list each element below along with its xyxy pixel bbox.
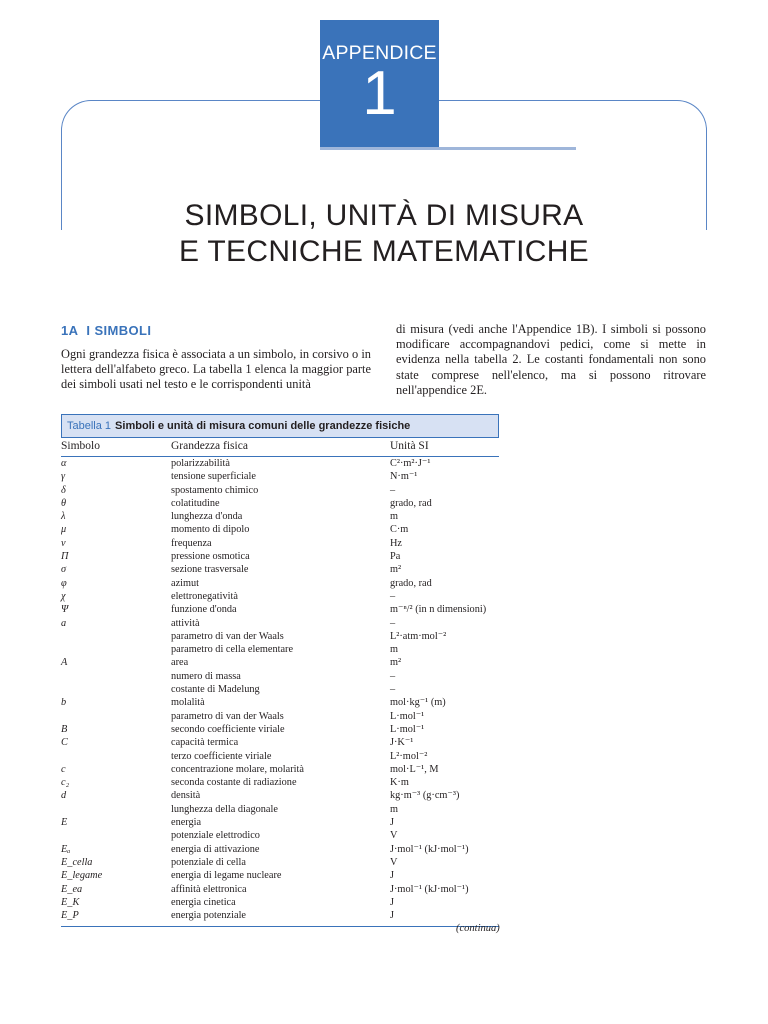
table-row <box>61 457 499 470</box>
symbol-cell: ν <box>61 537 66 549</box>
table-row <box>61 829 499 842</box>
unit-cell: J <box>390 896 395 908</box>
quantity-cell: capacità termica <box>171 737 239 749</box>
unit-cell: kg·m⁻³ (g·cm⁻³) <box>390 790 460 802</box>
quantity-cell: azimut <box>171 577 200 589</box>
unit-cell: J·mol⁻¹ (kJ·mol⁻¹) <box>390 883 469 895</box>
unit-cell: m² <box>390 564 402 576</box>
quantity-cell: terzo coefficiente viriale <box>171 750 272 762</box>
unit-cell: – <box>390 484 396 496</box>
symbol-cell: λ <box>61 511 66 523</box>
quantity-cell: frequenza <box>171 537 212 549</box>
quantity-cell: energia di legame nucleare <box>171 870 282 882</box>
table-row <box>61 603 499 616</box>
quantity-cell: polarizzabilità <box>171 458 230 469</box>
unit-cell: – <box>390 670 396 682</box>
table-row <box>61 856 499 869</box>
table-row <box>61 484 499 497</box>
table-row <box>61 470 499 483</box>
quantity-cell: tensione superficiale <box>171 471 256 483</box>
unit-cell: grado, rad <box>390 497 432 509</box>
symbol-cell: E <box>61 817 68 829</box>
symbol-cell: α <box>61 458 67 469</box>
quantity-cell: area <box>171 657 189 669</box>
unit-cell: J <box>390 870 395 882</box>
section-heading <box>61 323 151 338</box>
quantity-cell: energia cinetica <box>171 896 236 908</box>
table-row <box>61 803 499 816</box>
table-row <box>61 537 499 550</box>
table-row <box>61 723 499 736</box>
table-row <box>61 683 499 696</box>
quantity-cell: sezione trasversale <box>171 564 249 576</box>
symbol-cell: E_legame <box>61 870 103 882</box>
title-line-2: E TECNICHE MATEMATICHE <box>179 235 589 268</box>
symbol-cell: E_cella <box>61 856 93 868</box>
unit-cell: C·m <box>390 524 409 536</box>
section-number: 1A <box>61 323 79 338</box>
table-row <box>61 869 499 882</box>
quantity-cell: colatitudine <box>171 497 220 509</box>
table-row <box>61 497 499 510</box>
quantity-cell: funzione d'onda <box>171 604 237 616</box>
unit-cell: – <box>390 684 396 696</box>
quantity-cell: potenziale elettrodico <box>171 830 260 842</box>
table-caption-box <box>61 414 499 438</box>
paragraph-right: di misura (vedi anche l'Appendice 1B). I simboli si possono modificare accompagnandovi pedici, come si mette in evidenza nella tabella 2. Le costanti fondamentali non sono state comprese nell'elenco, ma si possono ritrovare nell'appendice 2E. <box>396 322 706 397</box>
unit-cell: J·mol⁻¹ (kJ·mol⁻¹) <box>390 843 469 855</box>
symbol-cell: b <box>61 697 67 709</box>
unit-cell: K·m <box>390 777 409 789</box>
table-label: Tabella 1 <box>67 420 112 432</box>
quantity-cell: potenziale di cella <box>171 856 246 868</box>
quantity-cell: molalità <box>171 697 205 709</box>
section-title: I SIMBOLI <box>86 323 152 338</box>
unit-cell: m <box>390 803 399 815</box>
accent-bar <box>320 147 576 150</box>
unit-cell: mol·kg⁻¹ (m) <box>390 697 446 709</box>
table-row <box>61 643 499 656</box>
unit-cell: m <box>390 511 399 523</box>
table-row <box>61 843 499 856</box>
symbol-cell: B <box>61 723 68 735</box>
symbol-cell: σ <box>61 564 67 576</box>
continued-note: (continua) <box>456 923 500 934</box>
quantity-cell: concentrazione molare, molarità <box>171 763 304 775</box>
table-row <box>61 577 499 590</box>
table-row <box>61 656 499 669</box>
appendix-badge <box>320 20 439 148</box>
appendix-label: APPENDICE <box>322 42 437 64</box>
quantity-cell: elettronegatività <box>171 590 238 602</box>
paragraph-left: Ogni grandezza fisica è associata a un simbolo, in corsivo o in lettera dell'alfabeto greco. La tabella 1 elenca la maggior parte dei simboli usati nel testo e le corrispondenti unità <box>61 347 371 392</box>
symbol-cell: Ψ <box>61 604 69 616</box>
symbol-cell: δ <box>61 484 66 496</box>
appendix-number: 1 <box>362 59 397 128</box>
symbol-cell: E_ea <box>61 883 83 895</box>
table-row <box>61 909 499 922</box>
quantity-cell: seconda costante di radiazione <box>171 777 297 789</box>
column-header-quantity: Grandezza fisica <box>171 440 248 452</box>
quantity-cell: costante di Madelung <box>171 684 260 696</box>
unit-cell: grado, rad <box>390 577 432 589</box>
symbol-cell: C <box>61 737 68 749</box>
symbol-cell: χ <box>61 590 66 602</box>
table-row <box>61 710 499 723</box>
table-body <box>61 457 499 922</box>
unit-cell: – <box>390 617 396 629</box>
quantity-cell: energia potenziale <box>171 910 246 922</box>
unit-cell: Pa <box>390 551 401 563</box>
quantity-cell: parametro di cella elementare <box>171 644 294 656</box>
table-row <box>61 750 499 763</box>
unit-cell: m⁻ⁿ/² (in n dimensioni) <box>390 604 487 616</box>
column-header-symbol: Simbolo <box>61 440 100 452</box>
table-row <box>61 883 499 896</box>
table-row <box>61 550 499 563</box>
symbol-cell: φ <box>61 577 67 589</box>
table-row <box>61 523 499 536</box>
unit-cell: V <box>390 830 398 842</box>
table-caption: Simboli e unità di misura comuni delle grandezze fisiche <box>115 420 411 432</box>
symbol-cell: Π <box>61 551 69 563</box>
unit-cell: – <box>390 590 396 602</box>
table-row <box>61 510 499 523</box>
symbol-cell: c₂ <box>61 777 70 789</box>
table-row <box>61 763 499 776</box>
quantity-cell: lunghezza d'onda <box>171 511 243 523</box>
quantity-cell: densità <box>171 790 201 802</box>
table-row <box>61 617 499 630</box>
unit-cell: J <box>390 910 395 922</box>
unit-cell: L·mol⁻¹ <box>390 723 425 735</box>
quantity-cell: parametro di van der Waals <box>171 630 284 642</box>
table-column-headers <box>61 440 499 457</box>
quantity-cell: attività <box>171 617 200 629</box>
page-title <box>0 198 768 270</box>
symbol-cell: a <box>61 617 67 629</box>
quantity-cell: lunghezza della diagonale <box>171 803 278 815</box>
table-row <box>61 670 499 683</box>
table-row <box>61 776 499 789</box>
unit-cell: L²·mol⁻² <box>390 750 428 762</box>
unit-cell: C²·m²·J⁻¹ <box>390 458 431 469</box>
quantity-cell: momento di dipolo <box>171 524 250 536</box>
symbol-cell: γ <box>61 471 66 483</box>
table-row <box>61 789 499 802</box>
unit-cell: L²·atm·mol⁻² <box>390 630 447 642</box>
quantity-cell: pressione osmotica <box>171 551 250 563</box>
unit-cell: Hz <box>390 537 403 549</box>
unit-cell: m <box>390 644 399 656</box>
quantity-cell: energia di attivazione <box>171 843 260 855</box>
symbol-cell: μ <box>61 524 67 536</box>
unit-cell: m² <box>390 657 402 669</box>
symbol-cell: θ <box>61 497 67 509</box>
quantity-cell: numero di massa <box>171 670 241 682</box>
unit-cell: N·m⁻¹ <box>390 471 418 483</box>
quantity-cell: spostamento chimico <box>171 484 259 496</box>
quantity-cell: affinità elettronica <box>171 883 247 895</box>
quantity-cell: parametro di van der Waals <box>171 710 284 722</box>
table-row <box>61 630 499 643</box>
symbol-cell: c <box>61 763 66 775</box>
unit-cell: J·K⁻¹ <box>390 737 414 749</box>
column-header-unit: Unità SI <box>390 440 429 452</box>
symbol-cell: E_P <box>61 910 79 922</box>
table-row <box>61 896 499 909</box>
quantity-cell: energia <box>171 817 202 829</box>
table-row <box>61 696 499 709</box>
symbol-cell: E_K <box>61 896 80 908</box>
unit-cell: J <box>390 817 395 829</box>
symbol-cell: d <box>61 790 67 802</box>
table-row <box>61 816 499 829</box>
unit-cell: L·mol⁻¹ <box>390 710 425 722</box>
unit-cell: mol·L⁻¹, M <box>390 763 439 775</box>
title-line-1: SIMBOLI, UNITÀ DI MISURA <box>184 199 584 232</box>
table-bottom-rule <box>61 926 499 927</box>
unit-cell: V <box>390 856 398 868</box>
quantity-cell: secondo coefficiente viriale <box>171 723 285 735</box>
table-row <box>61 736 499 749</box>
table-row <box>61 590 499 603</box>
symbol-cell: Eₐ <box>61 843 71 855</box>
table-row <box>61 563 499 576</box>
symbol-cell: A <box>61 657 68 669</box>
